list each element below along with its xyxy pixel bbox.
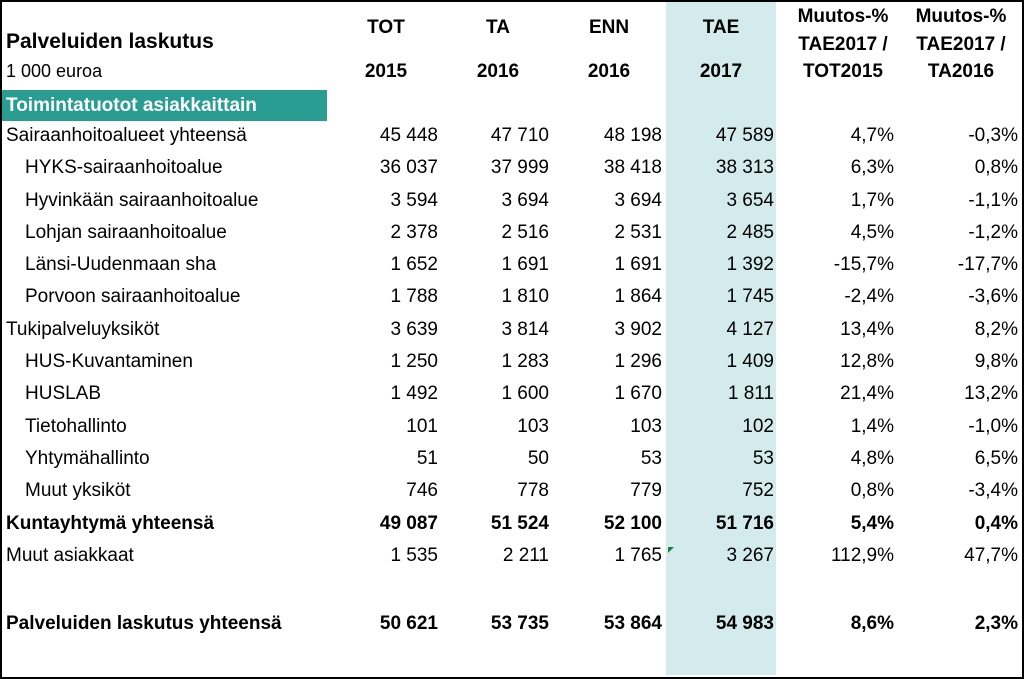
cell-change-vs-ta2016: -17,7% — [957, 254, 1018, 275]
col-header-tae-line2: 2017 — [699, 61, 743, 82]
col-header-tot-line2: 2015 — [364, 61, 408, 82]
table-row — [0, 121, 1024, 153]
cell-tot2015: 51 — [416, 448, 438, 469]
cell-ta2016: 1 691 — [501, 254, 549, 275]
cell-tot2015: 101 — [406, 416, 438, 437]
row-label: Tukipalveluyksiköt — [6, 319, 160, 340]
cell-enn2016: 3 902 — [614, 319, 662, 340]
col-header-change2-line1: Muutos-% — [915, 6, 1007, 27]
cell-change-vs-ta2016: 2,3% — [974, 613, 1018, 634]
col-header-ta-line1: TA — [486, 17, 510, 38]
cell-ta2016: 51 524 — [490, 513, 549, 534]
col-header-change1-line1: Muutos-% — [797, 6, 889, 27]
cell-enn2016: 103 — [630, 416, 662, 437]
row-label: Lohjan sairaanhoitoalue — [25, 222, 227, 243]
cell-enn2016: 53 — [640, 448, 662, 469]
cell-enn2016: 779 — [630, 480, 662, 501]
row-label: Hyvinkään sairaanhoitoalue — [25, 190, 259, 211]
cell-enn2016: 2 531 — [614, 222, 662, 243]
table-row — [0, 412, 1024, 444]
cell-tae2017: 54 983 — [715, 613, 774, 634]
row-label: Palveluiden laskutus yhteensä — [6, 613, 282, 634]
table-row — [0, 541, 1024, 573]
cell-tae2017: 2 485 — [726, 222, 774, 243]
cell-change-vs-ta2016: 0,8% — [974, 157, 1018, 178]
table-row-total — [0, 509, 1024, 541]
col-header-change1-line2: TAE2017 / — [798, 34, 888, 55]
cell-change-vs-tot2015: -15,7% — [833, 254, 894, 275]
cell-ta2016: 3 694 — [501, 190, 549, 211]
cell-ta2016: 778 — [517, 480, 549, 501]
row-label: Kuntayhtymä yhteensä — [6, 513, 215, 534]
cell-tae2017: 47 589 — [715, 125, 774, 146]
cell-change-vs-tot2015: 8,6% — [850, 613, 894, 634]
cell-change-vs-ta2016: -1,2% — [968, 222, 1018, 243]
row-label: Länsi-Uudenmaan sha — [25, 254, 217, 275]
cell-ta2016: 103 — [517, 416, 549, 437]
table-row — [0, 282, 1024, 314]
cell-change-vs-ta2016: 0,4% — [974, 513, 1018, 534]
cell-tae2017: 1 409 — [726, 351, 774, 372]
col-header-change1-line3: TOT2015 — [803, 61, 883, 82]
table-row-grand-total — [0, 609, 1024, 641]
row-label: Yhtymähallinto — [25, 448, 150, 469]
cell-enn2016: 53 864 — [603, 613, 662, 634]
cell-tot2015: 3 594 — [390, 190, 438, 211]
row-label: Sairaanhoitoalueet yhteensä — [6, 125, 247, 146]
table-row — [0, 315, 1024, 347]
cell-change-vs-tot2015: 1,4% — [850, 416, 894, 437]
cell-comment-indicator — [668, 547, 674, 553]
row-label: Tietohallinto — [25, 416, 127, 437]
cell-change-vs-ta2016: 47,7% — [964, 545, 1018, 566]
cell-change-vs-tot2015: 6,3% — [850, 157, 894, 178]
cell-tae2017: 3 654 — [726, 190, 774, 211]
table-row — [0, 186, 1024, 218]
cell-tot2015: 1 492 — [390, 383, 438, 404]
cell-change-vs-ta2016: 13,2% — [964, 383, 1018, 404]
cell-ta2016: 1 810 — [501, 286, 549, 307]
table-row — [0, 444, 1024, 476]
cell-tot2015: 746 — [406, 480, 438, 501]
cell-ta2016: 37 999 — [490, 157, 549, 178]
row-label: Porvoon sairaanhoitoalue — [25, 286, 241, 307]
cell-change-vs-ta2016: -0,3% — [968, 125, 1018, 146]
cell-tae2017: 53 — [752, 448, 774, 469]
cell-enn2016: 3 694 — [614, 190, 662, 211]
cell-change-vs-tot2015: 4,8% — [850, 448, 894, 469]
cell-change-vs-tot2015: 12,8% — [840, 351, 894, 372]
col-header-enn-line1: ENN — [588, 17, 630, 38]
cell-ta2016: 2 211 — [502, 545, 549, 566]
cell-ta2016: 47 710 — [490, 125, 549, 146]
cell-enn2016: 48 198 — [603, 125, 662, 146]
row-label: Muut asiakkaat — [6, 545, 134, 566]
cell-tae2017: 3 267 — [726, 545, 774, 566]
cell-change-vs-tot2015: 112,9% — [830, 545, 894, 566]
cell-change-vs-ta2016: 6,5% — [974, 448, 1018, 469]
report-unit: 1 000 euroa — [6, 61, 103, 81]
cell-tot2015: 36 037 — [379, 157, 438, 178]
col-header-ta-line2: 2016 — [476, 61, 520, 82]
cell-enn2016: 38 418 — [603, 157, 662, 178]
table-row — [0, 347, 1024, 379]
cell-ta2016: 1 283 — [501, 351, 549, 372]
cell-tot2015: 1 652 — [390, 254, 438, 275]
cell-change-vs-tot2015: 4,5% — [850, 222, 894, 243]
cell-change-vs-ta2016: -3,4% — [968, 480, 1018, 501]
cell-change-vs-ta2016: -3,6% — [968, 286, 1018, 307]
row-label: HUS-Kuvantaminen — [25, 351, 193, 372]
cell-tae2017: 51 716 — [715, 513, 774, 534]
cell-tae2017: 1 811 — [727, 383, 774, 404]
cell-tot2015: 1 535 — [390, 545, 438, 566]
cell-tae2017: 38 313 — [715, 157, 774, 178]
table-row — [0, 476, 1024, 508]
cell-tae2017: 1 392 — [726, 254, 774, 275]
cell-change-vs-tot2015: 4,7% — [850, 125, 894, 146]
col-header-change2-line2: TAE2017 / — [916, 34, 1006, 55]
table-row — [0, 153, 1024, 185]
cell-tot2015: 49 087 — [379, 513, 438, 534]
cell-enn2016: 1 765 — [614, 545, 662, 566]
section-header: Toimintatuotot asiakkaittain — [2, 90, 327, 121]
table-row — [0, 379, 1024, 411]
table-row — [0, 218, 1024, 250]
cell-tot2015: 1 250 — [390, 351, 438, 372]
cell-tot2015: 45 448 — [379, 125, 438, 146]
row-label: HUSLAB — [25, 383, 102, 404]
cell-enn2016: 1 691 — [614, 254, 662, 275]
cell-change-vs-tot2015: 5,4% — [850, 513, 894, 534]
row-label: HYKS-sairaanhoitoalue — [25, 157, 223, 178]
cell-tot2015: 50 621 — [379, 613, 438, 634]
cell-change-vs-tot2015: 13,4% — [840, 319, 894, 340]
table-row — [0, 250, 1024, 282]
col-header-tae-line1: TAE — [702, 17, 740, 38]
cell-change-vs-ta2016: -1,0% — [968, 416, 1018, 437]
col-header-tot-line1: TOT — [367, 17, 405, 38]
cell-enn2016: 1 296 — [614, 351, 662, 372]
row-label: Muut yksiköt — [25, 480, 131, 501]
col-header-change2-line3: TA2016 — [927, 61, 995, 82]
cell-change-vs-ta2016: 8,2% — [974, 319, 1018, 340]
cell-enn2016: 52 100 — [603, 513, 662, 534]
cell-change-vs-ta2016: 9,8% — [974, 351, 1018, 372]
cell-tae2017: 4 127 — [726, 319, 774, 340]
cell-tae2017: 102 — [742, 416, 774, 437]
cell-tot2015: 2 378 — [390, 222, 438, 243]
cell-ta2016: 1 600 — [501, 383, 549, 404]
cell-change-vs-ta2016: -1,1% — [968, 190, 1018, 211]
cell-ta2016: 50 — [527, 448, 549, 469]
cell-ta2016: 53 735 — [490, 613, 549, 634]
cell-ta2016: 3 814 — [501, 319, 549, 340]
cell-tae2017: 1 745 — [726, 286, 774, 307]
report-title: Palveluiden laskutus — [6, 30, 214, 53]
cell-tot2015: 3 639 — [390, 319, 438, 340]
cell-enn2016: 1 670 — [614, 383, 662, 404]
cell-change-vs-tot2015: 21,4% — [840, 383, 894, 404]
cell-change-vs-tot2015: -2,4% — [844, 286, 894, 307]
cell-enn2016: 1 864 — [614, 286, 662, 307]
cell-change-vs-tot2015: 1,7% — [850, 190, 894, 211]
cell-tot2015: 1 788 — [390, 286, 438, 307]
col-header-enn-line2: 2016 — [587, 61, 631, 82]
cell-ta2016: 2 516 — [501, 222, 549, 243]
cell-change-vs-tot2015: 0,8% — [850, 480, 894, 501]
cell-tae2017: 752 — [742, 480, 774, 501]
